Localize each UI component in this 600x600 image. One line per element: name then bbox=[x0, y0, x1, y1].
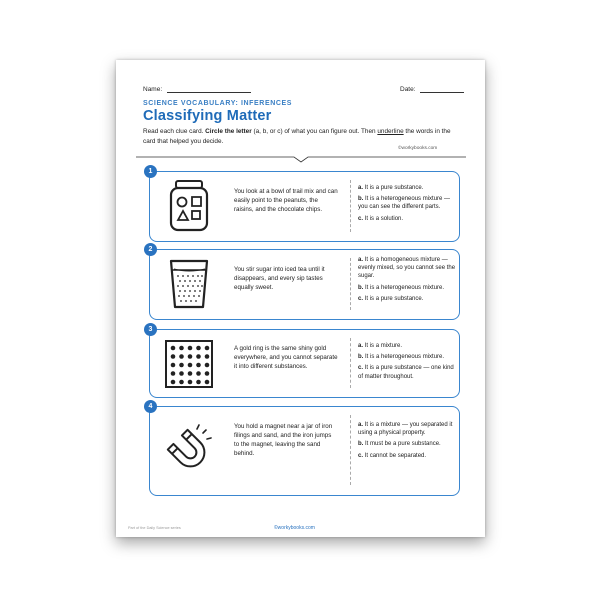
card-separator bbox=[350, 338, 351, 388]
option-letter[interactable]: c. bbox=[358, 452, 364, 459]
footer-series-note: Part of the Daily Science series bbox=[128, 526, 181, 530]
option-letter[interactable]: a. bbox=[358, 185, 364, 191]
option-text: It is a solution. bbox=[364, 215, 404, 222]
option-b[interactable] bbox=[358, 195, 458, 211]
option-c[interactable] bbox=[358, 364, 458, 380]
card-options bbox=[358, 421, 458, 463]
card-number-badge: 2 bbox=[144, 243, 157, 256]
option-text: It is a homogeneous mixture — evenly mixed, so you cannot see the sugar. bbox=[358, 257, 456, 280]
section-eyebrow: SCIENCE VOCABULARY: INFERENCES bbox=[143, 100, 293, 107]
option-text: It is a pure substance. bbox=[364, 295, 424, 302]
card-clue-text: A gold ring is the same shiny gold everywhere, and you cannot separate it into different substances. bbox=[234, 345, 338, 370]
option-b[interactable] bbox=[358, 353, 458, 361]
magnet-icon bbox=[161, 421, 217, 477]
option-a[interactable] bbox=[358, 256, 458, 281]
worksheet-page bbox=[116, 60, 485, 537]
clue-card-1 bbox=[148, 168, 460, 242]
card-separator bbox=[350, 180, 351, 232]
option-a[interactable] bbox=[358, 421, 458, 437]
option-b[interactable] bbox=[358, 440, 458, 448]
option-text: It cannot be separated. bbox=[364, 452, 427, 459]
clue-card-2 bbox=[148, 246, 460, 320]
name-field[interactable] bbox=[143, 85, 251, 93]
instructions bbox=[143, 127, 463, 146]
option-letter[interactable]: c. bbox=[358, 365, 364, 372]
option-text: It is a heterogeneous mixture. bbox=[365, 284, 445, 291]
card-clue-text: You hold a magnet near a jar of iron filings and sand, and the iron jumps to the magnet, leaving the sand behind. bbox=[234, 423, 333, 457]
option-letter[interactable]: a. bbox=[358, 343, 364, 349]
option-c[interactable] bbox=[358, 215, 458, 223]
option-letter[interactable]: b. bbox=[358, 441, 364, 448]
instructions-part2: (a, b, or c) of what you can figure out. Then bbox=[251, 128, 378, 135]
copyright: ©workybooks.com bbox=[398, 146, 438, 151]
clue-card-3 bbox=[148, 326, 460, 398]
option-text: It must be a pure substance. bbox=[365, 441, 441, 448]
header-divider bbox=[136, 153, 466, 163]
date-line[interactable] bbox=[420, 85, 464, 93]
card-number-badge: 1 bbox=[144, 165, 157, 178]
date-field[interactable] bbox=[400, 85, 464, 93]
card-number-badge: 4 bbox=[144, 400, 157, 413]
option-text: It is a pure substance — one kind of matter throughout. bbox=[358, 365, 454, 380]
option-text: It is a heterogeneous mixture — you can see the different parts. bbox=[358, 196, 451, 211]
footer-site-link[interactable]: ©workybooks.com bbox=[274, 525, 315, 531]
instructions-bold: Circle the letter bbox=[205, 128, 252, 135]
card-separator bbox=[350, 415, 351, 485]
card-options bbox=[358, 342, 458, 384]
option-letter[interactable]: a. bbox=[358, 422, 364, 428]
option-c[interactable] bbox=[358, 452, 458, 460]
card-options bbox=[358, 184, 458, 226]
option-b[interactable] bbox=[358, 284, 458, 292]
option-letter[interactable]: a. bbox=[358, 257, 364, 263]
instructions-part3: the words in the card that helped you decide. bbox=[143, 128, 451, 145]
card-clue-text: You look at a bowl of trail mix and can easily point to the peanuts, the raisins, and the chocolate chips. bbox=[234, 188, 338, 213]
card-options bbox=[358, 256, 458, 306]
option-letter[interactable]: b. bbox=[358, 354, 364, 361]
option-letter[interactable]: b. bbox=[358, 196, 364, 203]
name-line[interactable] bbox=[167, 85, 251, 93]
clue-card-4 bbox=[148, 403, 460, 496]
instructions-part1: Read each clue card. bbox=[143, 128, 206, 135]
card-clue-text: You stir sugar into iced tea until it disappears, and every sip tastes equally sweet. bbox=[234, 266, 325, 291]
option-a[interactable] bbox=[358, 184, 458, 192]
option-a[interactable] bbox=[358, 342, 458, 350]
jar-of-shapes-icon bbox=[161, 178, 217, 234]
option-letter[interactable]: b. bbox=[358, 284, 364, 291]
card-separator bbox=[350, 258, 351, 310]
date-label: Date: bbox=[400, 86, 416, 93]
name-label: Name: bbox=[143, 86, 163, 93]
option-letter[interactable]: c. bbox=[358, 295, 364, 302]
page-title: Classifying Matter bbox=[143, 108, 272, 124]
option-text: It is a pure substance. bbox=[364, 185, 424, 191]
dot-grid-icon bbox=[161, 336, 217, 392]
option-letter[interactable]: c. bbox=[358, 215, 364, 222]
option-text: It is a mixture. bbox=[364, 343, 403, 349]
card-number-badge: 3 bbox=[144, 323, 157, 336]
option-c[interactable] bbox=[358, 295, 458, 303]
option-text: It is a heterogeneous mixture. bbox=[365, 354, 445, 361]
glass-of-tea-icon bbox=[161, 256, 217, 312]
option-text: It is a mixture — you separated it using a physical property. bbox=[358, 422, 453, 437]
instructions-underline: underline bbox=[377, 128, 404, 135]
